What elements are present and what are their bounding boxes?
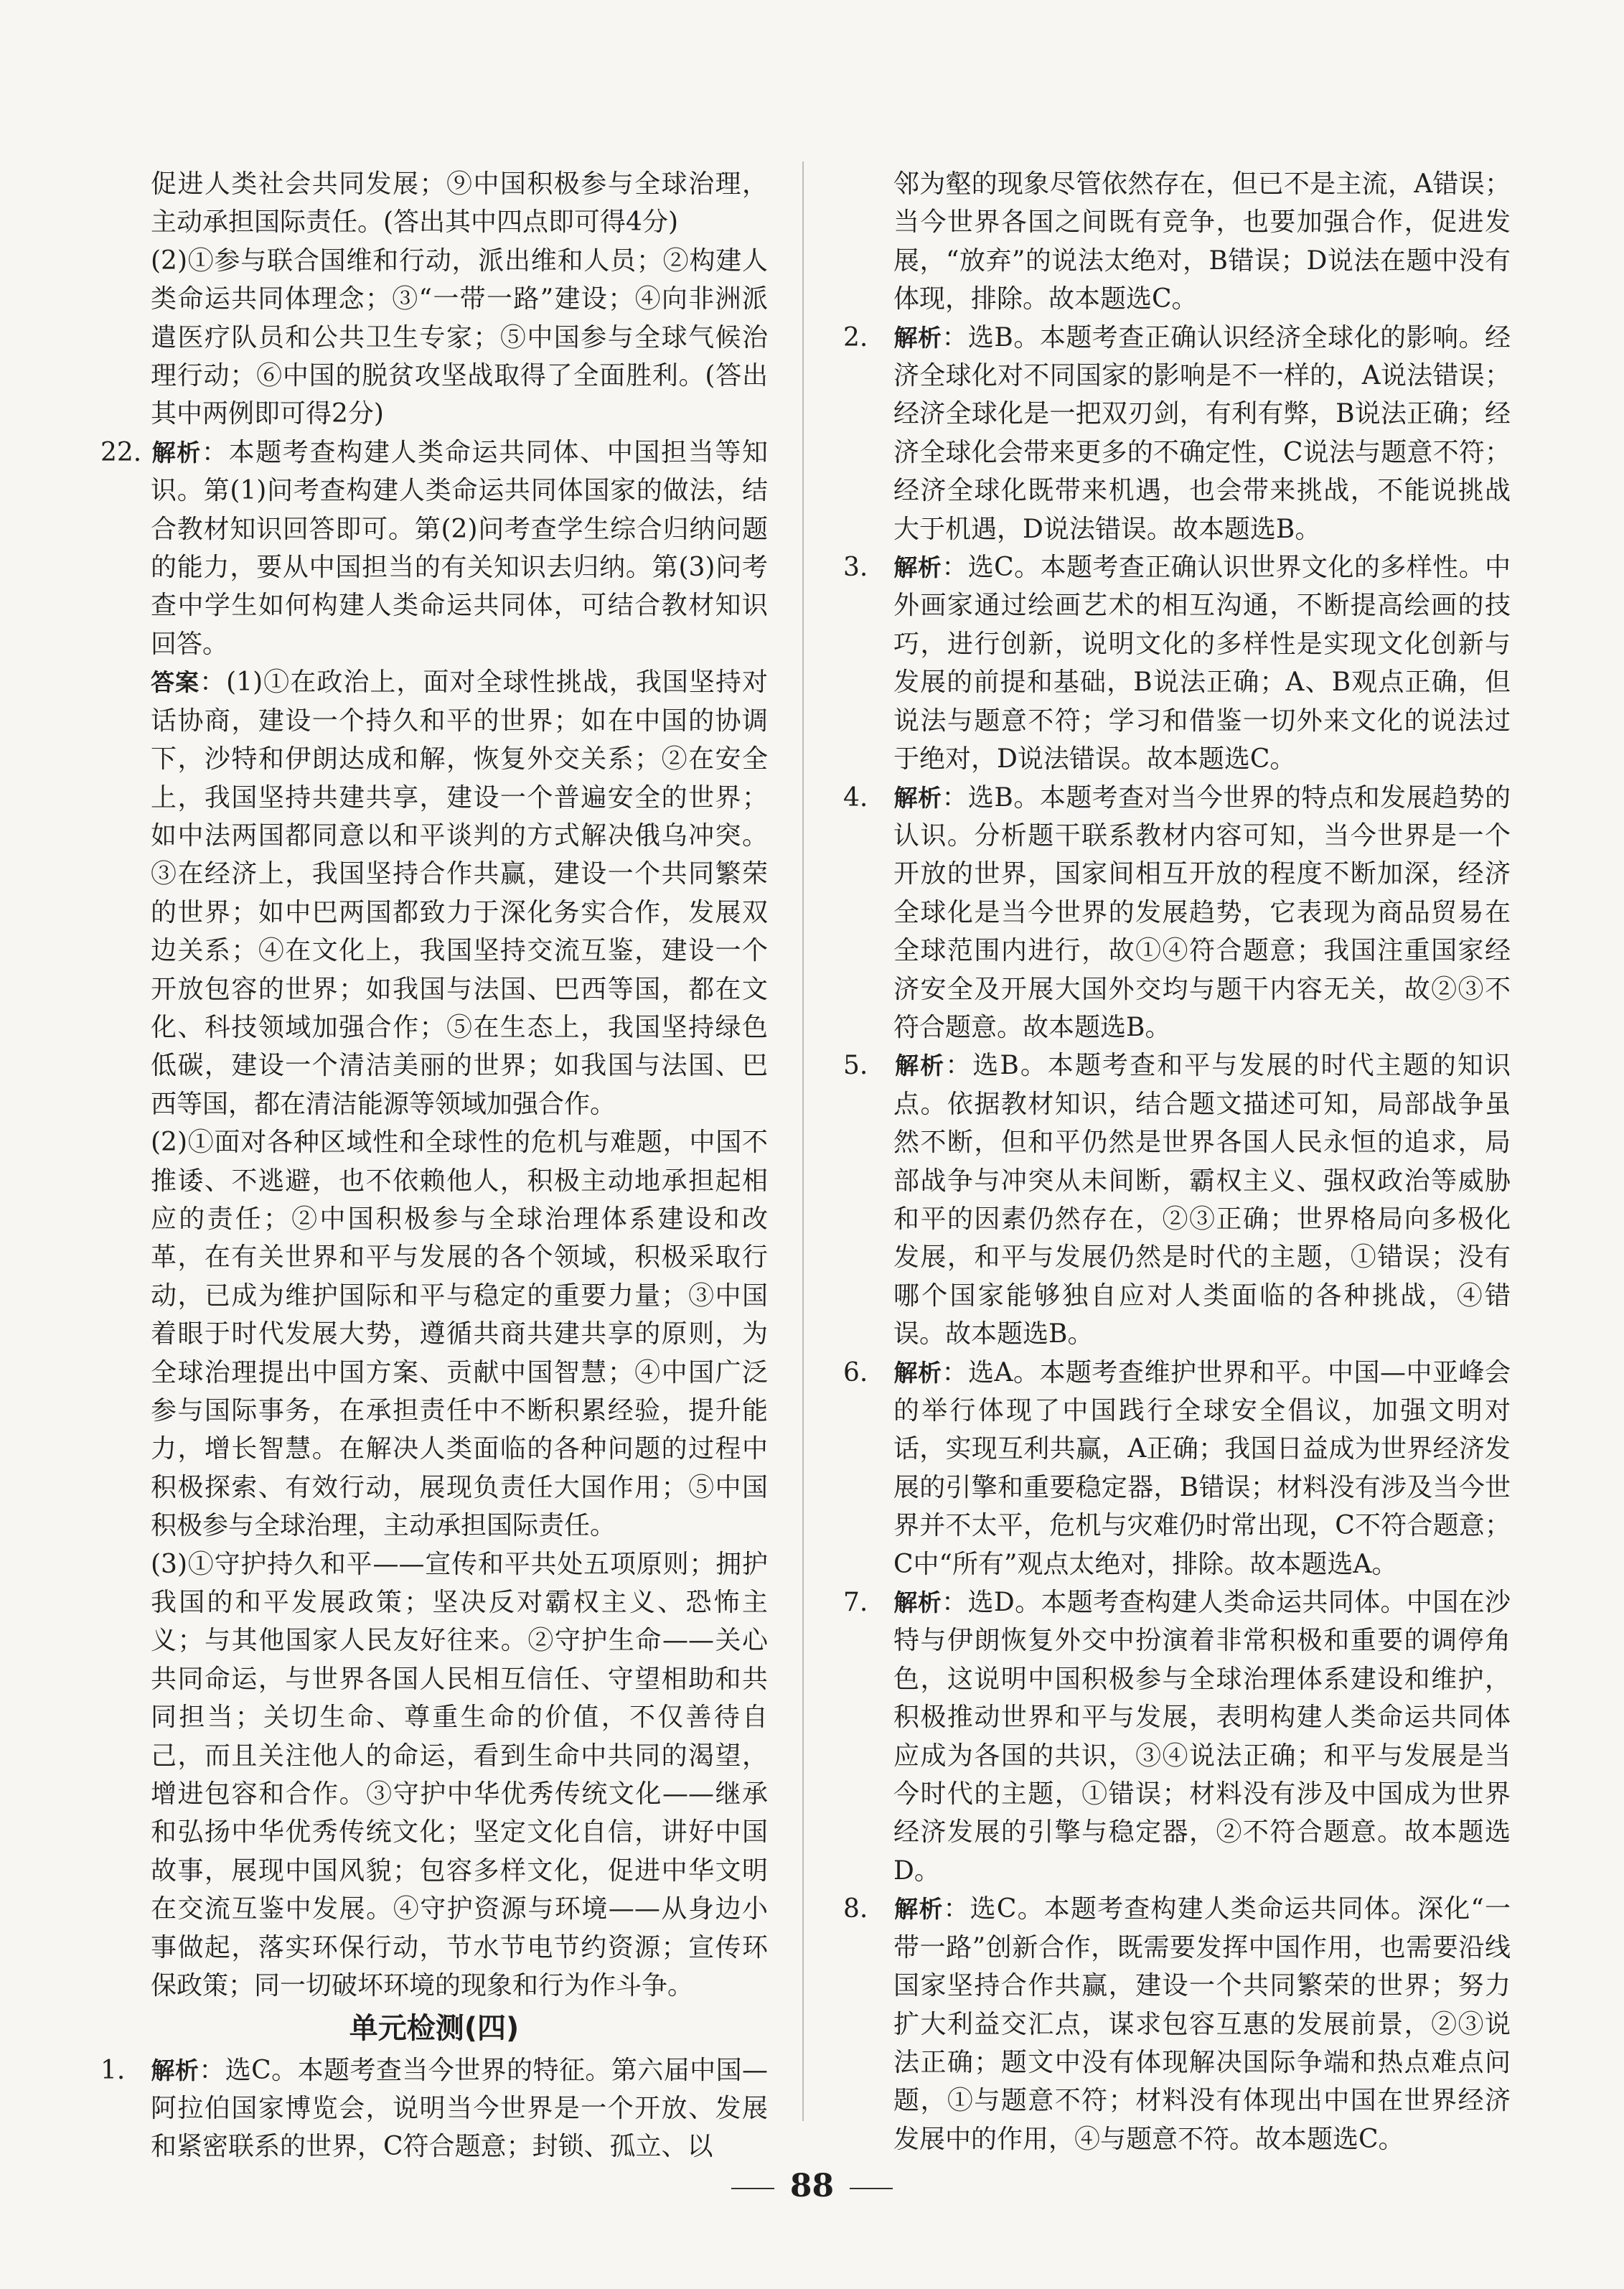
- question-number: 6.: [843, 1357, 868, 1387]
- question-number: 2.: [843, 322, 868, 352]
- question-number: 3.: [843, 553, 868, 583]
- analysis-label: 解析: [151, 2056, 200, 2084]
- footer-dash: [731, 2188, 774, 2189]
- answer-text: ：(1)①在政治上，面对全球性挑战，我国坚持对话协商，建设一个持久和平的世界；如在中国的协调下，沙特和伊朗达成和解，恢复外交关系；②在安全上，我国坚持共建共享，建设一个普遍安全的世界；如中法两国都同意以和平谈判的方式解决俄乌冲突。③在经济上，我国坚持合作共赢，建设一个共同繁荣的世界；如中巴两国都致力于深化务实合作，发展双边关系；④在文化上，我国坚持交流互鉴，建设一个开放包容的世界；如我国与法国、巴西等国，都在文化、科技领域加强合作；⑤在生态上，我国坚持绿色低碳，建设一个清洁美丽的世界；如我国与法国、巴西等国，都在清洁能源等领域加强合作。: [151, 668, 768, 1119]
- section-title: 单元检测(四): [349, 2011, 520, 2045]
- analysis-text: ：选B。本题考查正确认识经济全球化的影响。经济全球化对不同国家的影响是不一样的，A说法错误；经济全球化是一把双刃剑，有利有弊，B说法正确；经济全球化会带来更多的不确定性，C说法与题意不符；经济全球化既带来机遇，也会带来挑战，不能说挑战大于机遇，D说法错误。故本题选B。: [893, 322, 1511, 544]
- analysis-label: 解析: [893, 553, 942, 582]
- continuation-paragraph: 邻为壑的现象尽管依然存在，但已不是主流，A错误；当今世界各国之间既有竞争，也要加强合作，促进发展，“放弃”的说法太绝对，B错误；D说法在题中没有体现，排除。故本题选C。: [893, 169, 1511, 314]
- analysis-label: 解析: [893, 1895, 944, 1924]
- analysis-text: ：选B。本题考查和平与发展的时代主题的知识点。依据教材知识，结合题文描述可知，局部战争虽然不断，但和平仍然是世界各国人民永恒的追求，局部战争与冲突从未间断，霸权主义、强权政治等威胁和平的因素仍然存在，②③正确；世界格局向多极化发展，和平与发展仍然是时代的主题，①错误；没有哪个国家能够独自应对人类面临的各种挑战，④错误。故本题选B。: [893, 1051, 1511, 1349]
- question-item: [843, 319, 1511, 548]
- continuation-paragraph: 促进人类社会共同发展；⑨中国积极参与全球治理，主动承担国际责任。(答出其中四点即可得4分): [151, 169, 768, 238]
- question-number: 22.: [100, 437, 142, 467]
- question-1: [100, 2051, 768, 2166]
- question-number: 5.: [843, 1051, 868, 1081]
- footer-dash: [850, 2188, 893, 2189]
- page-number: 88: [789, 2168, 835, 2204]
- question-item: [843, 1047, 1511, 1353]
- left-column: [100, 165, 768, 2166]
- analysis-label: 解析: [893, 1052, 946, 1080]
- answer-paragraph: (3)①守护持久和平——宣传和平共处五项原则；拥护我国的和平发展政策；坚决反对霸权主义、恐怖主义；与其他国家人民友好往来。②守护生命——关心共同命运，与世界各国人民相互信任、守望相助和共同担当；关切生命、尊重生命的价值，不仅善待自己，而且关注他人的命运，看到生命中共同的渴望，增进包容和合作。③守护中华优秀传统文化——继承和弘扬中华优秀传统文化；坚定文化自信，讲好中国故事，展现中国风貌；包容多样文化，促进中华文明在交流互鉴中发展。④守护资源与环境——从身边小事做起，落实环保行动，节水节电节约资源；宣传环保政策；同一切破坏环境的现象和行为作斗争。: [151, 1549, 768, 2001]
- question-item: [843, 1890, 1511, 2158]
- analysis-label: 解析: [893, 1358, 942, 1387]
- analysis-text: ：选C。本题考查当今世界的特征。第六届中国—阿拉伯国家博览会，说明当今世界是一个开放、发展和紧密联系的世界，C符合题意；封锁、孤立、以: [151, 2055, 769, 2162]
- analysis-label: 解析: [893, 1588, 942, 1617]
- answer-paragraph: [151, 663, 768, 1123]
- analysis-text: ：选C。本题考查正确认识世界文化的多样性。中外画家通过绘画艺术的相互沟通，不断提高绘画的技巧，进行创新，说明文化的多样性是实现文化创新与发展的前提和基础，B说法正确；A、B观点正确，但说法与题意不符；学习和借鉴一切外来文化的说法过于绝对，D说法错误。故本题选C。: [893, 553, 1511, 774]
- question-item: [843, 1354, 1511, 1583]
- analysis-text: ：选B。本题考查对当今世界的特点和发展趋势的认识。分析题干联系教材内容可知，当今世界是一个开放的世界，国家间相互开放的程度不断加深，经济全球化是当今世界的发展趋势，它表现为商品贸易在全球范围内进行，故①④符合题意；我国注重国家经济安全及开展大国外交均与题干内容无关，故②③不符合题意。故本题选B。: [893, 782, 1511, 1042]
- question-number: 4.: [843, 782, 868, 813]
- analysis-label: 解析: [893, 783, 942, 812]
- continuation-paragraph: (2)①参与联合国维和行动，派出维和人员；②构建人类命运共同体理念；③“一带一路”建设；④向非洲派遣医疗队员和公共卫生专家；⑤中国参与全球气候治理行动；⑥中国的脱贫攻坚战取得了全面胜利。(答出其中两例即可得2分): [151, 245, 768, 429]
- analysis-text: ：选C。本题考查构建人类命运共同体。深化“一带一路”创新合作，既需要发挥中国作用，也需要沿线国家坚持合作共赢，建设一个共同繁荣的世界；努力扩大利益交汇点，谋求包容互惠的发展前景，②③说法正确；题文中没有体现解决国际争端和热点难点问题，①与题意不符；材料没有体现出中国在世界经济发展中的作用，④与题意不符。故本题选C。: [893, 1894, 1511, 2154]
- analysis-label: 解析: [151, 438, 202, 467]
- analysis-text: ：本题考查构建人类命运共同体、中国担当等知识。第(1)问考查构建人类命运共同体国家的做法，结合教材知识回答即可。第(2)问考查学生综合归纳问题的能力，要从中国担当的有关知识去归纳。第(3)问考查中学生如何构建人类命运共同体，可结合教材知识回答。: [151, 437, 768, 659]
- question-item: [843, 1583, 1511, 1890]
- question-22: [100, 434, 768, 663]
- question-number: 8.: [843, 1894, 868, 1924]
- answer-paragraph: (2)①面对各种区域性和全球性的危机与难题，中国不推诿、不逃避，也不依赖他人，积极主动地承担起相应的责任；②中国积极参与全球治理体系建设和改革，在有关世界和平与发展的各个领域，积极采取行动，已成为维护国际和平与稳定的重要力量；③中国着眼于时代发展大势，遵循共商共建共享的原则，为全球治理提出中国方案、贡献中国智慧；④中国广泛参与国际事务，在承担责任中不断积累经验，提升能力，增长智慧。在解决人类面临的各种问题的过程中积极探索、有效行动，展现负责任大国作用；⑤中国积极参与全球治理，主动承担国际责任。: [151, 1128, 768, 1541]
- question-item: [843, 548, 1511, 778]
- question-item: [843, 779, 1511, 1047]
- page-footer: [0, 2168, 1624, 2204]
- analysis-text: ：选D。本题考查构建人类命运共同体。中国在沙特与伊朗恢复外交中扮演着非常积极和重要的调停角色，这说明中国积极参与全球治理体系建设和维护，积极推动世界和平与发展，表明构建人类命运共同体应成为各国的共识，③④说法正确；和平与发展是当今时代的主题，①错误；材料没有涉及中国成为世界经济发展的引擎与稳定器，②不符合题意。故本题选D。: [893, 1588, 1511, 1886]
- column-divider: [802, 162, 804, 2121]
- answer-label: 答案: [151, 668, 200, 697]
- question-number: 1.: [100, 2055, 126, 2085]
- analysis-text: ：选A。本题考查维护世界和平。中国—中亚峰会的举行体现了中国践行全球安全倡议，加强文明对话，实现互利共赢，A正确；我国日益成为世界经济发展的引擎和重要稳定器，B错误；材料没有涉及当今世界并不太平，危机与灾难仍时常出现，C不符合题意；C中“所有”观点太绝对，排除。故本题选A。: [893, 1357, 1511, 1579]
- question-number: 7.: [843, 1588, 868, 1618]
- analysis-label: 解析: [893, 323, 942, 352]
- right-column: [843, 165, 1511, 2158]
